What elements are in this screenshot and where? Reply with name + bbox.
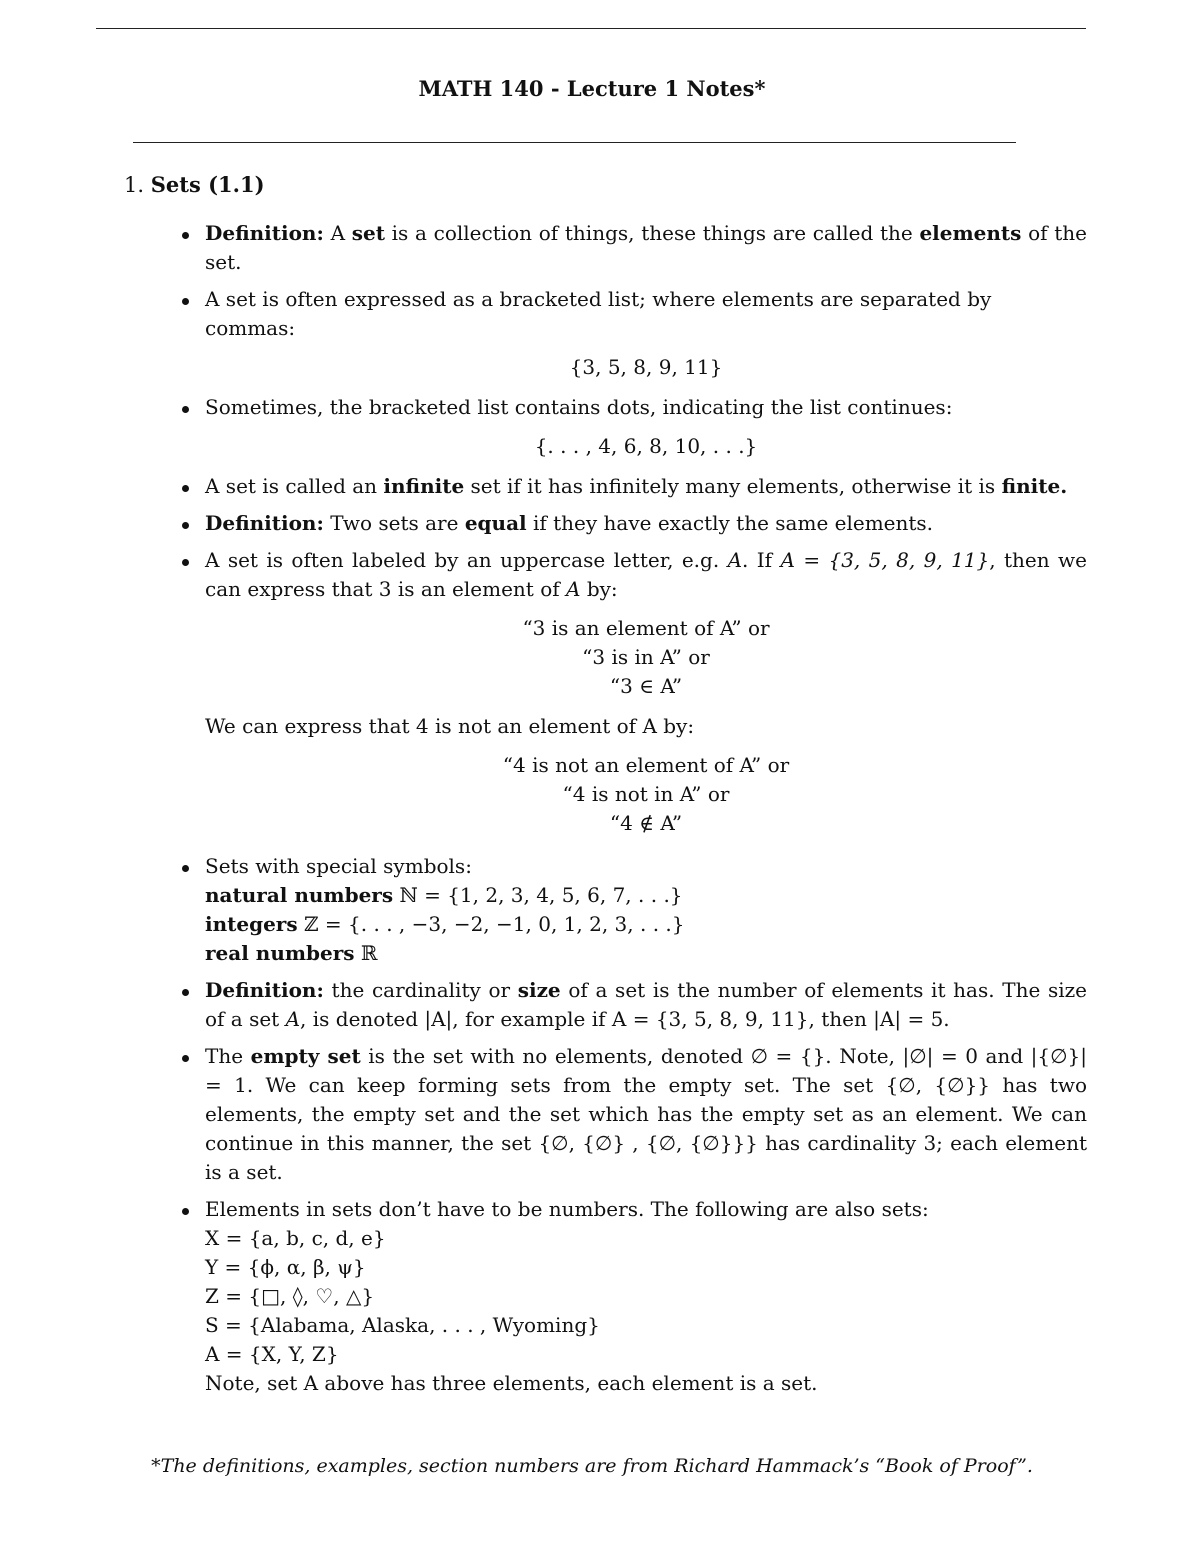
text: A [330,221,346,245]
term-equal: equal [464,511,527,535]
bullet-icon [182,406,189,413]
math-expr: ℝ [360,941,378,965]
section-number: 1. [124,173,145,197]
text: A set is often expressed as a bracketed list; where elements are separated by commas: [205,287,992,340]
page-title: MATH 140 - Lecture 1 Notes* [418,76,766,101]
math-var: A [727,548,743,572]
bullet-cardinality-definition [180,976,1087,1034]
bullet-equal-definition [180,509,1087,538]
display-line: “3 ∈ A” [609,674,683,698]
not-element-intro: We can express that 4 is not an element of A by: [205,714,695,738]
real-numbers-line [205,939,1087,968]
display-in [205,614,1087,701]
display-line: “4 is not in A” or [562,782,730,806]
text: , is denoted |A|, for example if A = {3, 5, 8, 9, 11}, then |A| = 5. [300,1007,950,1031]
integers-line [205,910,1087,939]
definition-label: Definition: [205,511,324,535]
set-example-s: S = {Alabama, Alaska, . . . , Wyoming} [205,1313,600,1337]
title-rule [133,142,1016,143]
top-rule [96,28,1086,29]
text: Elements in sets don’t have to be numbers. The following are also sets: [205,1197,929,1221]
definition-label: Definition: [205,221,324,245]
bullet-icon [182,485,189,492]
display-line: “3 is an element of A” or [522,616,770,640]
bullet-icon [182,1208,189,1215]
set-example-y: Y = {ϕ, α, β, ψ} [205,1255,366,1279]
bullet-element-of [180,546,1087,838]
text: Sets with special symbols: [205,854,472,878]
text: of the set. [205,221,1088,274]
label: integers [205,912,298,936]
text: The [205,1044,244,1068]
term-empty-set: empty set [250,1044,361,1068]
math-expr: ℕ = {1, 2, 3, 4, 5, 6, 7, . . .} [399,883,683,907]
element-of-intro [205,546,1087,604]
display-line: “4 is not an element of A” or [502,753,790,777]
bullet-icon [182,298,189,305]
set-example-z: Z = {□, ◊, ♡, △} [205,1284,375,1308]
text: if they have exactly the same elements. [532,511,934,535]
bullet-icon [182,989,189,996]
text: set if it has infinitely many elements, otherwise it is [470,474,996,498]
term-finite: finite. [1001,474,1068,498]
display-math: {3, 5, 8, 9, 11} [569,355,723,379]
text: the cardinality or [331,978,511,1002]
text: A set is called an [205,474,378,498]
bullet-icon [182,522,189,529]
text: Two sets are [330,511,459,535]
definition-label: Definition: [205,978,324,1002]
display-line: “3 is in A” or [582,645,710,669]
text: by: [586,577,618,601]
display-line: “4 ∉ A” [609,811,683,835]
bullet-infinite-set [180,472,1087,501]
text: Sometimes, the bracketed list contains dots, indicating the list continues: [205,395,953,419]
bullet-icon [182,232,189,239]
footnote: *The definitions, examples, section numbers are from Richard Hammack’s “Book of Proof”. [151,1455,1033,1477]
bullet-icon [182,1055,189,1062]
bullet-icon [182,865,189,872]
text: , then we can express that 3 is an element of [205,548,1087,601]
term-infinite: infinite [383,474,465,498]
label: real numbers [205,941,355,965]
math-expr: ℤ = {. . . , −3, −2, −1, 0, 1, 2, 3, . . .} [303,912,685,936]
math-expr: A = {3, 5, 8, 9, 11} [780,548,990,572]
text: A set is often labeled by an uppercase letter, e.g. [205,548,720,572]
bullet-set-definition [180,219,1087,277]
section-heading [124,170,265,200]
set-example-a: A = {X, Y, Z} [205,1342,339,1366]
text: is a collection of things, these things are called the [391,221,913,245]
natural-numbers-line [205,881,1087,910]
bullet-icon [182,559,189,566]
display-notin [205,751,1087,838]
label: natural numbers [205,883,394,907]
display-math: {. . . , 4, 6, 8, 10, . . .} [534,434,758,458]
term-set: set [351,221,385,245]
term-size: size [517,978,561,1002]
term-elements: elements [919,221,1022,245]
set-example-x: X = {a, b, c, d, e} [205,1226,386,1250]
text: of a set is the number of elements it has. The size of a set [205,978,1087,1031]
bullet-non-numeric-sets [180,1195,1087,1398]
text: is the set with no elements, denoted ∅ = {}. Note, |∅| = 0 and |{∅}| = 1. We can keep forming sets from the empty set. The set {∅, {∅}} has two elements, the empty set and the set which has the empty set as an element. We can continue in this manner, the set {∅, {∅} , {∅, {∅}}} has cardinality 3; each element is a set. [205,1044,1088,1184]
special-symbols-list [205,881,1087,968]
bullet-empty-set [180,1042,1087,1187]
note: Note, set A above has three elements, each element is a set. [205,1371,818,1395]
bullet-dots-list [180,393,1087,461]
math-var: A [566,577,581,601]
section-title: Sets (1.1) [150,172,265,197]
bullet-special-symbols [180,852,1087,968]
math-var: A [285,1007,301,1031]
text: . If [742,548,773,572]
example-sets-list [205,1224,1087,1369]
bullet-list [180,219,1087,1406]
bullet-bracketed-list [180,285,1087,382]
